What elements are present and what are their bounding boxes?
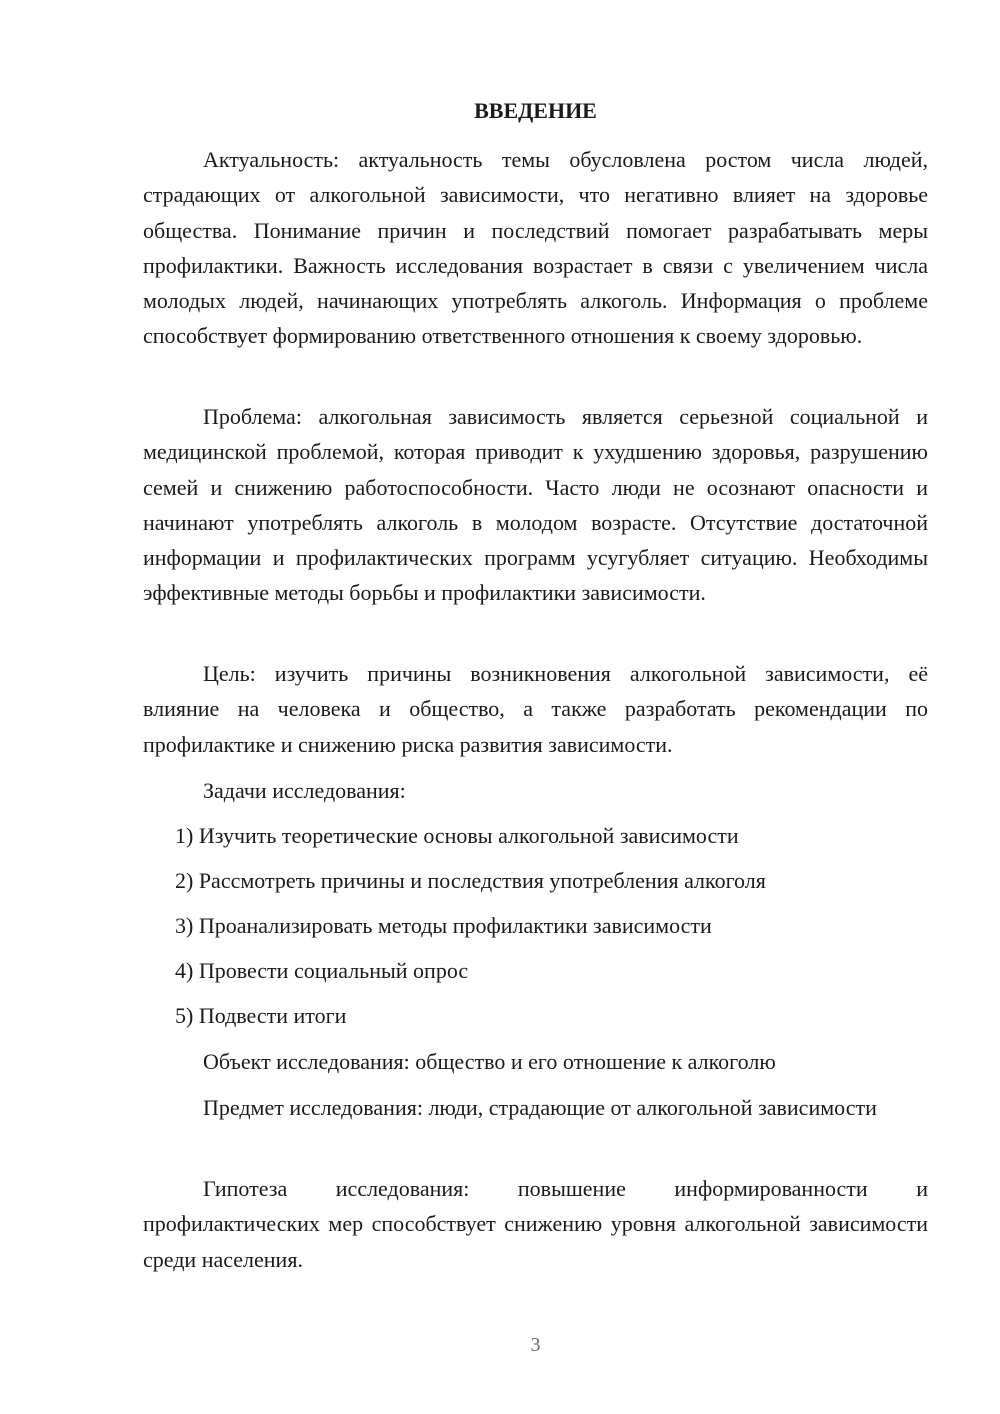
relevance-paragraph: Актуальность: актуальность темы обусловлена ростом числа людей, страдающих от алкогольной зависимости, что негативно влияет на здоровье общества. Понимание причин и последствий помогает разрабатывать меры профилактики. Важность исследования возрастает в связи с увеличением числа молодых людей, начинающих употреблять алкоголь. Информация о проблеме способствует формированию ответственного отношения к своему здоровью. — [143, 147, 928, 349]
goal-paragraph: Цель: изучить причины возникновения алкогольной зависимости, её влияние на человека и общество, а также разработать рекомендации по профилактике и снижению риска развития зависимости. — [143, 661, 928, 757]
tasks-title: Задачи исследования: — [203, 778, 406, 803]
list-item: 3) Проанализировать методы профилактики зависимости — [175, 913, 712, 938]
list-item: 4) Провести социальный опрос — [175, 958, 469, 983]
list-item: 2) Рассмотреть причины и последствия употребления алкоголя — [175, 868, 766, 893]
subject-paragraph: Предмет исследования: люди, страдающие от алкогольной зависимости — [203, 1095, 877, 1120]
page-title: ВВЕДЕНИЕ — [474, 98, 597, 123]
list-item: 5) Подвести итоги — [175, 1003, 347, 1028]
object-line: Объект исследования: общество и его отношение к алкоголю — [203, 1049, 776, 1074]
page-number: 3 — [530, 1334, 541, 1356]
list-item: 1) Изучить теоретические основы алкогольной зависимости — [175, 823, 739, 848]
hypothesis-paragraph: Гипотеза исследования: повышение информированности и профилактических мер способствует снижению уровня алкогольной зависимости среди населения. — [143, 1176, 928, 1272]
problem-paragraph: Проблема: алкогольная зависимость является серьезной социальной и медицинской проблемой, которая приводит к ухудшению здоровья, разрушению семей и снижению работоспособности. Часто люди не осознают опасности и начинают употреблять алкоголь в молодом возрасте. Отсутствие достаточной информации и профилактических программ усугубляет ситуацию. Необходимы эффективные методы борьбы и профилактики зависимости. — [143, 404, 928, 606]
